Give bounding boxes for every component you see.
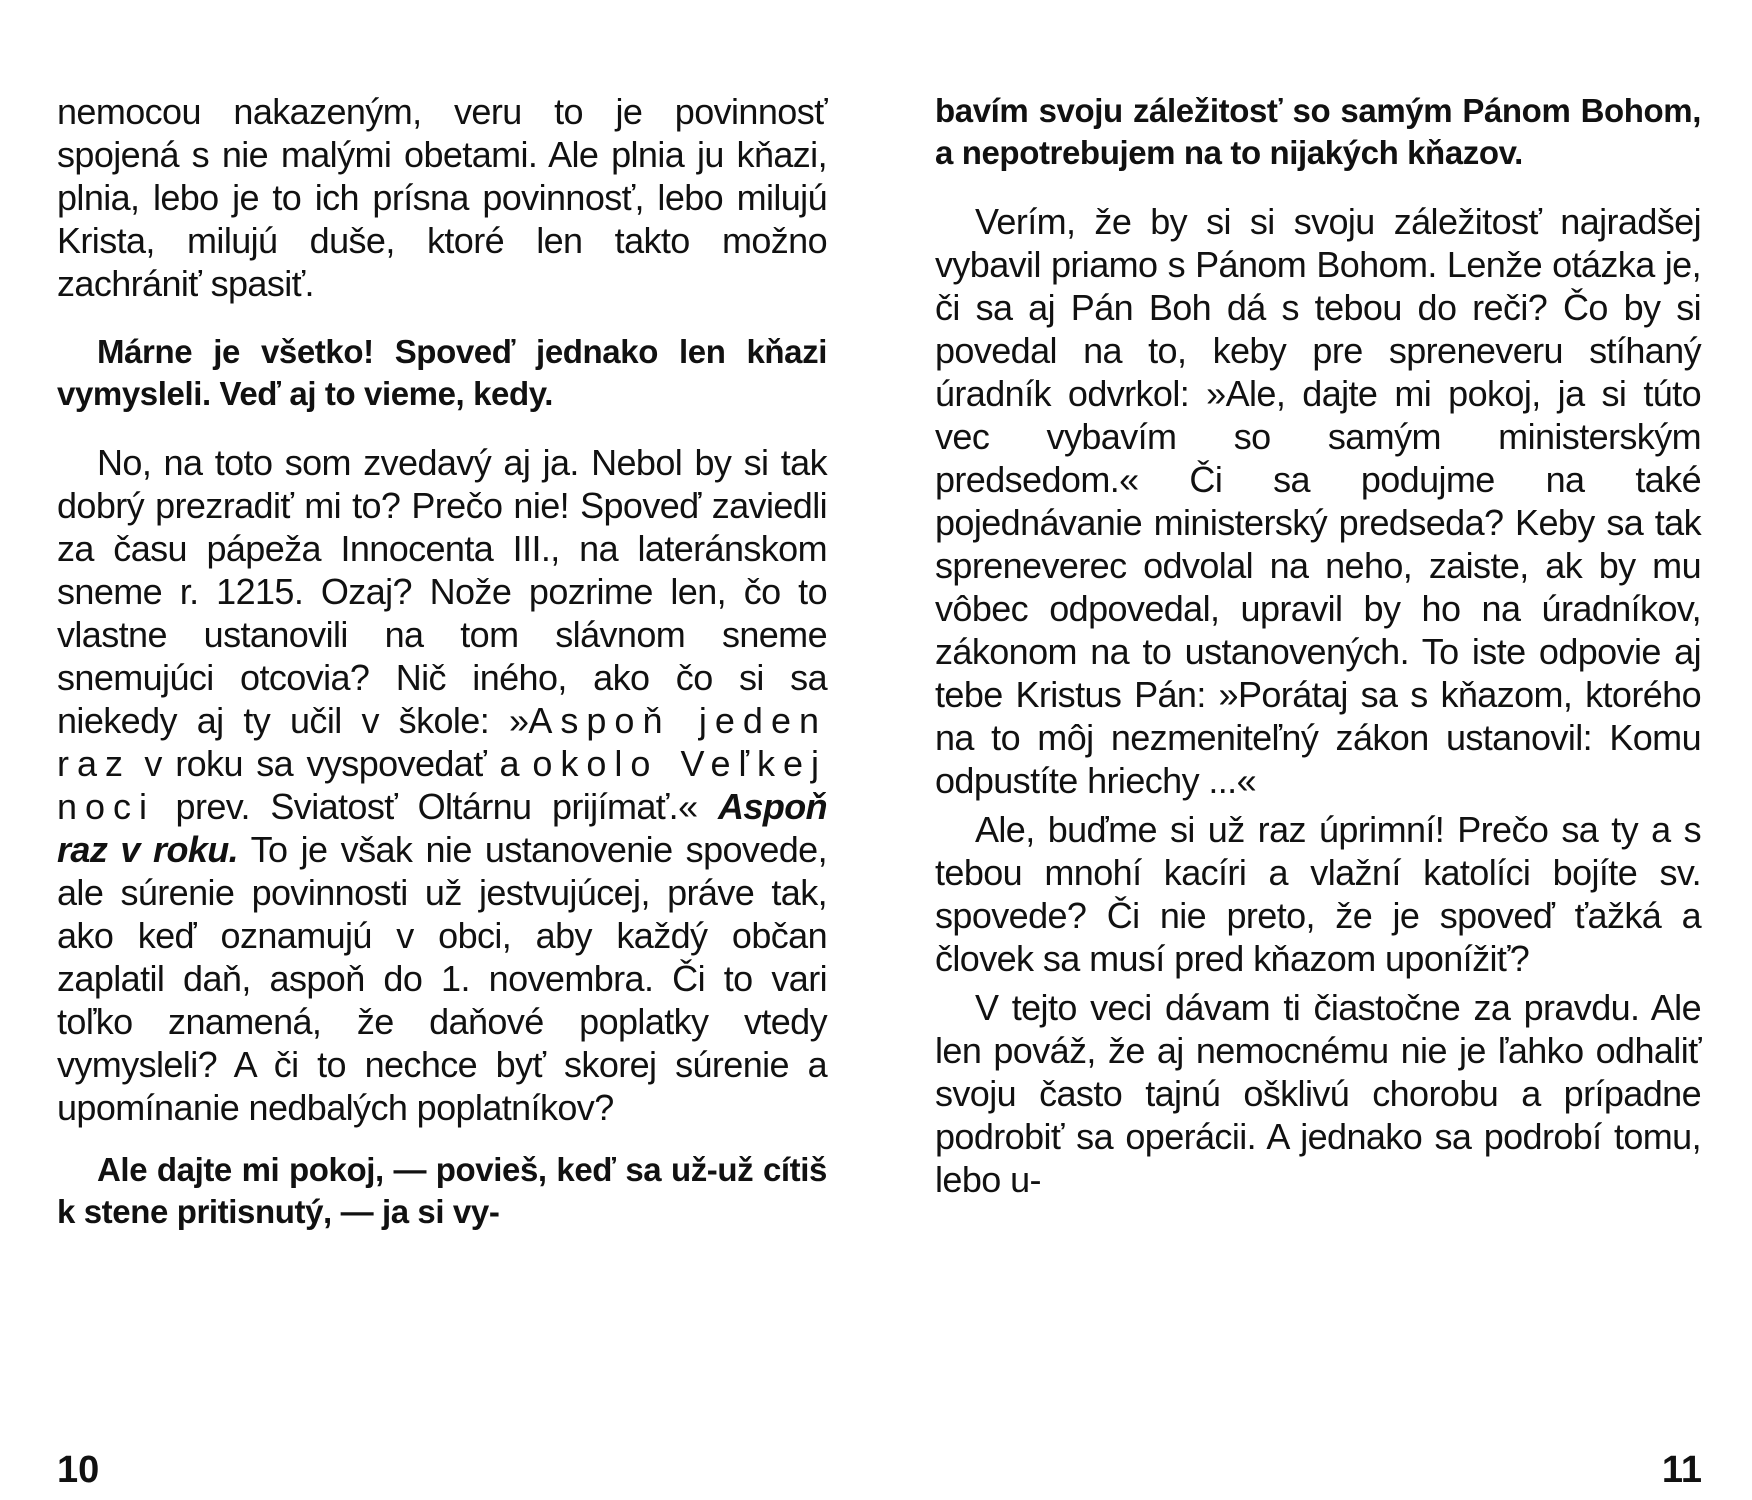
right-page-number: 11 [1661, 1449, 1702, 1491]
right-paragraph-1-bold: bavím svoju záležitosť so samým Pánom Bohom, a nepotrebujem na to nijakých kňazov. [935, 92, 1701, 171]
p3-spaced-1: Aspoň jeden raz [57, 700, 827, 784]
right-paragraph-2: Verím, že by si si svoju záležitosť najradšej vybavil priamo s Pánom Bohom. Lenže otázka je, či sa aj Pán Boh dá s tebou do reči? Čo by si povedal na to, keby pre spreneveru stíhaný úradník odvrkol: »Ale, dajte mi pokoj, ja si túto vec vybavím so samým ministerským predsedom.« Či sa podujme na také pojednávanie ministerský predseda? Keby sa tak spreneverec odvolal na neho, zaiste, ak by mu vôbec odpovedal, upravil by ho na úradníkov, zákonom na to ustanovených. To iste odpovie aj tebe Kristus Pán: »Porátaj sa s kňazom, ktorého na to môj nezmeniteľný zákon ustanovil: Komu odpustíte hriechy ...« [935, 201, 1701, 801]
right-page [876, 0, 1752, 1500]
left-paragraph-1: nemocou nakazeným, veru to je povinnosť spojená s nie malými obetami. Ale plnia ju kňazi, plnia, lebo je to ich prísna povinnosť, lebo milujú Krista, milujú duše, ktoré len takto možno zachrániť spasiť. [57, 91, 827, 304]
left-text-column [57, 90, 827, 1253]
left-paragraph-4-bold: Ale dajte mi pokoj, — povieš, keď sa už-už cítiš k stene pritisnutý, — ja si vy- [57, 1151, 827, 1230]
left-paragraph-3 [57, 441, 827, 1129]
p3-emphasis: Aspoň raz v roku. [57, 786, 827, 870]
right-paragraph-4: V tejto veci dávam ti čiastočne za pravdu. Ale len pováž, že aj nemocnému nie je ľahko odhaliť svoju často tajnú ošklivú chorobu a prípadne podrobiť sa operácii. A jednako sa podrobí tomu, lebo u- [935, 987, 1701, 1200]
p3-part-b: v roku sa vyspovedať a [131, 743, 533, 784]
p3-part-d: To je však nie ustanovenie spovede, ale súrenie povinnosti už jestvujúcej, práve tak, ako keď oznamujú v obci, aby každý občan zaplatil daň, aspoň do 1. novembra. Či to vari toľko znamená, že daňové poplatky vtedy vymysleli? A či to nechce byť skorej súrenie a upomínanie nedbalých poplatníkov? [57, 829, 827, 1128]
p3-part-c: prev. Sviatosť Oltárnu prijímať.« [155, 786, 718, 827]
left-page-number: 10 [57, 1449, 100, 1491]
right-text-column [935, 90, 1701, 1207]
right-paragraph-3: Ale, buďme si už raz úprimní! Prečo sa ty a s tebou mnohí kacíri a vlažní katolíci bojíte sv. spovede? Či nie preto, že je spoveď ťažká a človek sa musí pred kňazom uponížiť? [935, 809, 1701, 979]
left-paragraph-2-bold: Márne je všetko! Spoveď jednako len kňazi vymysleli. Veď aj to vieme, kedy. [57, 333, 827, 412]
p3-spaced-2: okolo Veľkej noci [57, 743, 828, 827]
p3-part-a: No, na toto som zvedavý aj ja. Nebol by si tak dobrý prezradiť mi to? Prečo nie! Spoveď zaviedli za času pápeža Innocenta III., na lateránskom sneme r. 1215. Ozaj? Nože pozrime len, čo to vlastne ustanovili na tom slávnom sneme snemujúci otcovia? Nič iného, ako čo si sa niekedy aj ty učil v škole: » [57, 442, 827, 741]
